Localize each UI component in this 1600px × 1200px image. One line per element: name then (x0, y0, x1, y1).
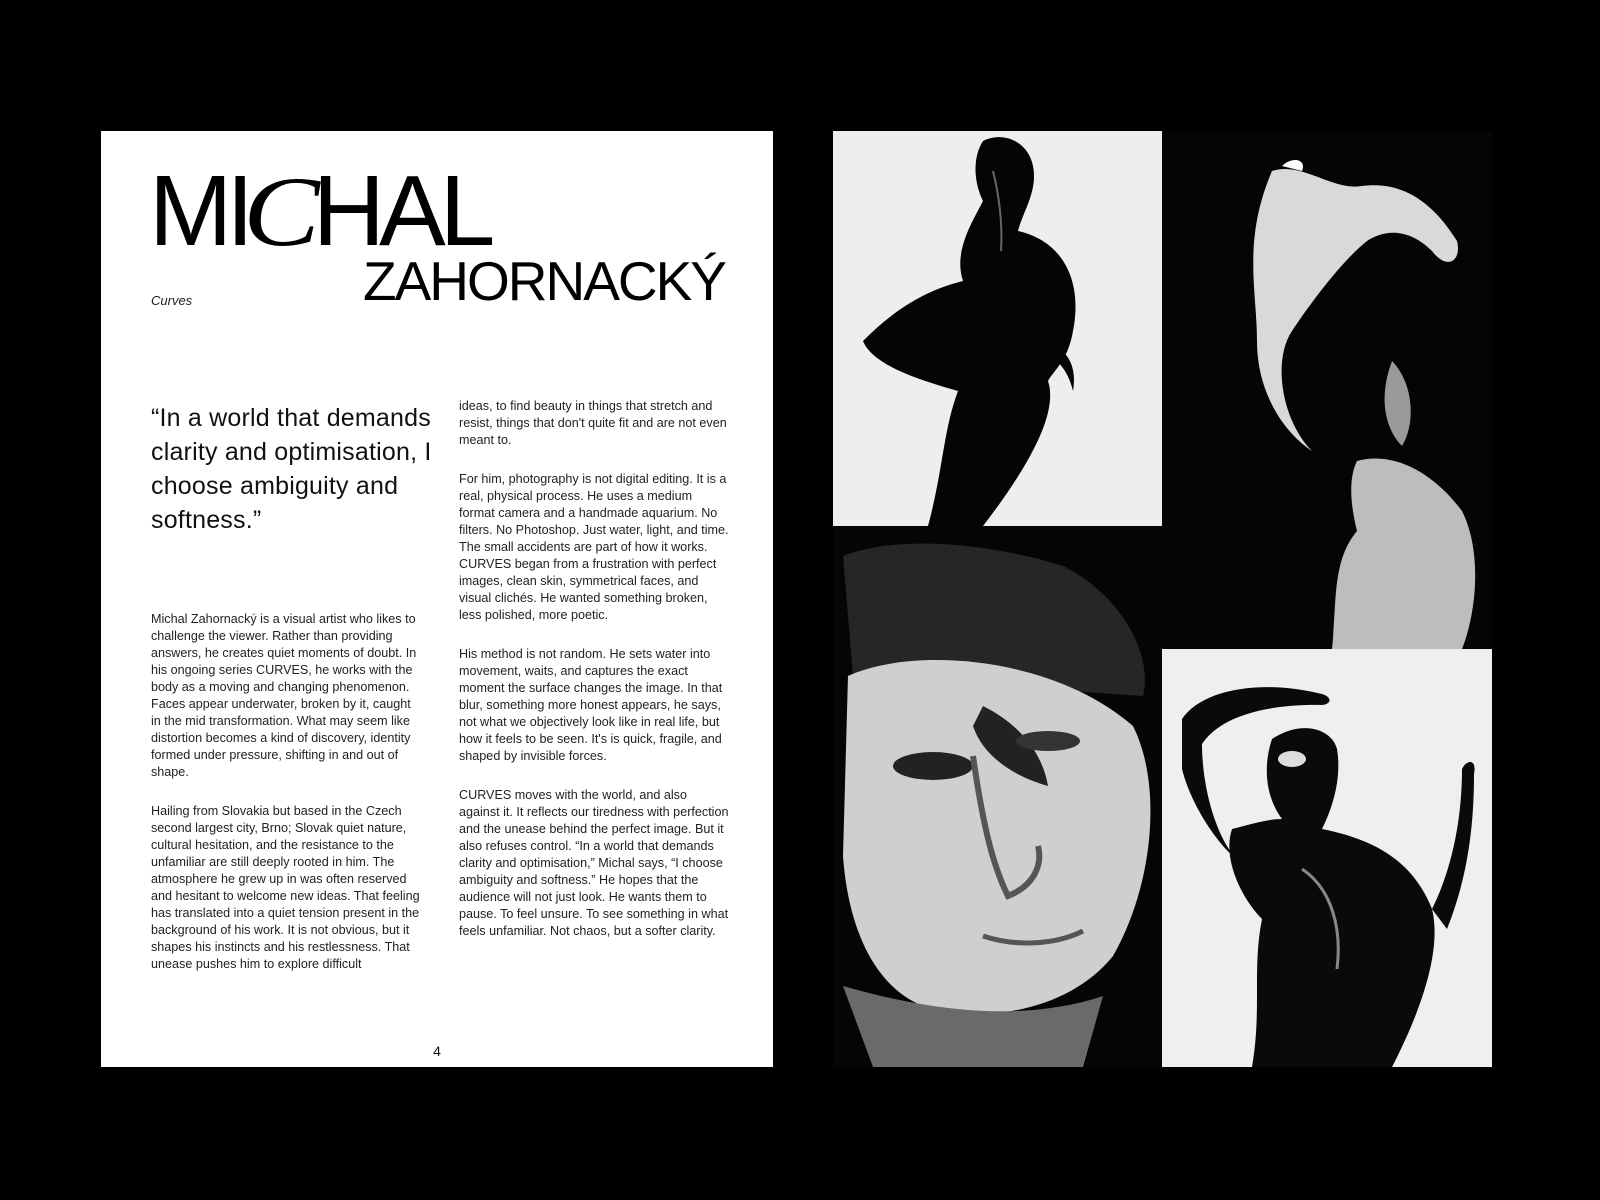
body-paragraph: Hailing from Slovakia but based in the Czech second largest city, Brno; Slovak quiet nature, cultural hesitation, and the resistance to the unfamiliar are still deeply rooted in him. The atmosphere he grew up in was often reserved and hesitant to welcome new ideas. That feeling has translated into a quiet tension present in the background of his work. It is not obvious, but it shapes his instincts and his restlessness. That unease pushes him to explore difficult (151, 804, 420, 971)
page-number: 4 (433, 1043, 441, 1059)
body-paragraph: ideas, to find beauty in things that stretch and resist, things that don't quite fit and are not even meant to. (459, 399, 727, 447)
photo-raised-arms (1162, 649, 1492, 1067)
body-column-left (151, 611, 423, 995)
body-paragraph: His method is not random. He sets water into movement, waits, and captures the exact moment the surface changes the image. In that blur, something more honest appears, he says, not what we objectively look like in real life, but how it feels to be seen. It's is quick, fragile, and shaped by invisible forces. (459, 647, 723, 763)
photo-silhouette-figure (833, 131, 1162, 526)
photo-distorted-face (833, 526, 1162, 1067)
body-paragraph: CURVES moves with the world, and also against it. It reflects our tiredness with perfection and the unease behind the perfect image. But it also refuses control. “In a world that demands clarity and optimisation,” Michal says, “I choose ambiguity and softness.” He hopes that the audience will not just look. He wants them to pause. To feel unsure. To see something in what feels unfamiliar. Not chaos, but a softer clarity. (459, 788, 729, 938)
artist-first-name (149, 155, 490, 267)
body-paragraph: Michal Zahornacký is a visual artist who likes to challenge the viewer. Rather than providing answers, he creates quiet moments of doubt. In his ongoing series CURVES, he works with the body as a moving and changing phenomenon. Faces appear underwater, broken by it, caught in the mid transformation. What may seem like distortion becomes a kind of discovery, identity formed under pressure, shifting in and out of shape. (151, 612, 417, 779)
article-page (101, 131, 773, 1067)
body-column-right (459, 398, 731, 962)
pull-quote: “In a world that demands clarity and optimisation, I choose ambiguity and softness.” (151, 404, 432, 534)
first-name-part2: HAL (312, 155, 490, 267)
first-name-stylized-letter: C (243, 156, 318, 267)
photo-reaching-arm (1162, 131, 1492, 649)
first-name-part1: MI (149, 155, 249, 267)
series-label: Curves (151, 293, 193, 308)
artist-last-name: ZAHORNACKÝ (363, 250, 725, 312)
body-paragraph: For him, photography is not digital editing. It is a real, physical process. He uses a medium format camera and a handmade aquarium. No filters. No Photoshop. Just water, light, and time. The small accidents are part of how it works. CURVES began from a frustration with perfect images, clean skin, symmetrical faces, and visual clichés. He wanted something broken, less polished, more poetic. (459, 472, 729, 622)
